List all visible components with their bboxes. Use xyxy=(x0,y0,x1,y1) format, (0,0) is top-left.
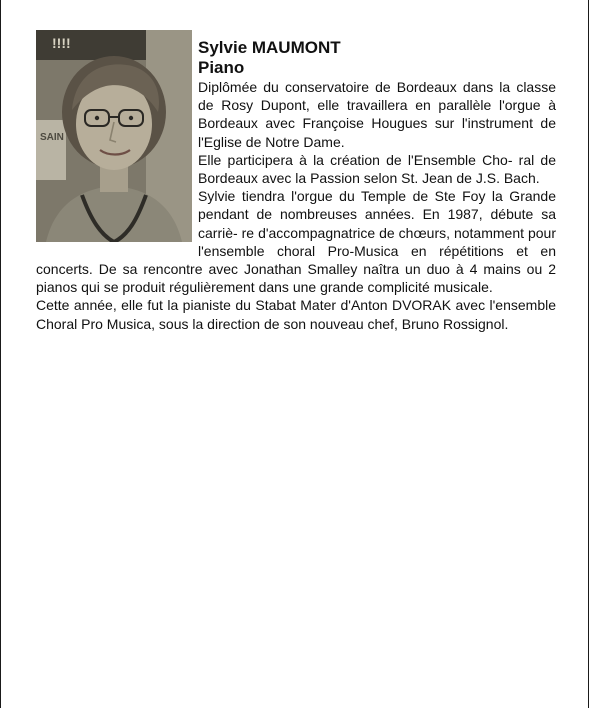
photo-sign-text: !!!! xyxy=(52,35,71,51)
person-role: Piano xyxy=(198,58,245,77)
profile-card xyxy=(36,30,556,333)
bio-paragraph-4: Cette année, elle fut la pianiste du Stabat Mater d'Anton DVORAK avec l'ensemble Choral Pro Musica, sous la direction de son nouveau chef, Bruno Rossignol. xyxy=(36,297,556,332)
person-name: Sylvie MAUMONT xyxy=(198,38,341,57)
photo-wall-text: SAIN xyxy=(40,132,64,143)
profile-photo xyxy=(36,30,192,242)
bio-paragraph-1: Diplômée du conservatoire de Bordeaux dans la classe de Rosy Dupont, elle travaillera en parallèle l'orgue à Bordeaux avec Françoise Hougues sur l'instrument de l'Eglise de Notre Dame. xyxy=(198,79,556,150)
bio-paragraph-2: Elle participera à la création de l'Ensemble Cho- ral de Bordeaux avec la Passion selon St. Jean de J.S. Bach. xyxy=(198,151,556,187)
portrait-illustration xyxy=(36,30,192,242)
bio-paragraph-3: Sylvie tiendra l'orgue du Temple de Ste Foy la Grande pendant de nombreuses années. En 1987, débute sa carriè- re d'accompagnatrice de chœurs, notamment pour l'ensemble choral Pro-Musica en répétitions et en concerts. De sa rencontre avec Jonathan Smalley naîtra un duo à 4 mains ou 2 pianos qui se produit régulièrement dans une grande complicité musicale. xyxy=(36,188,556,296)
